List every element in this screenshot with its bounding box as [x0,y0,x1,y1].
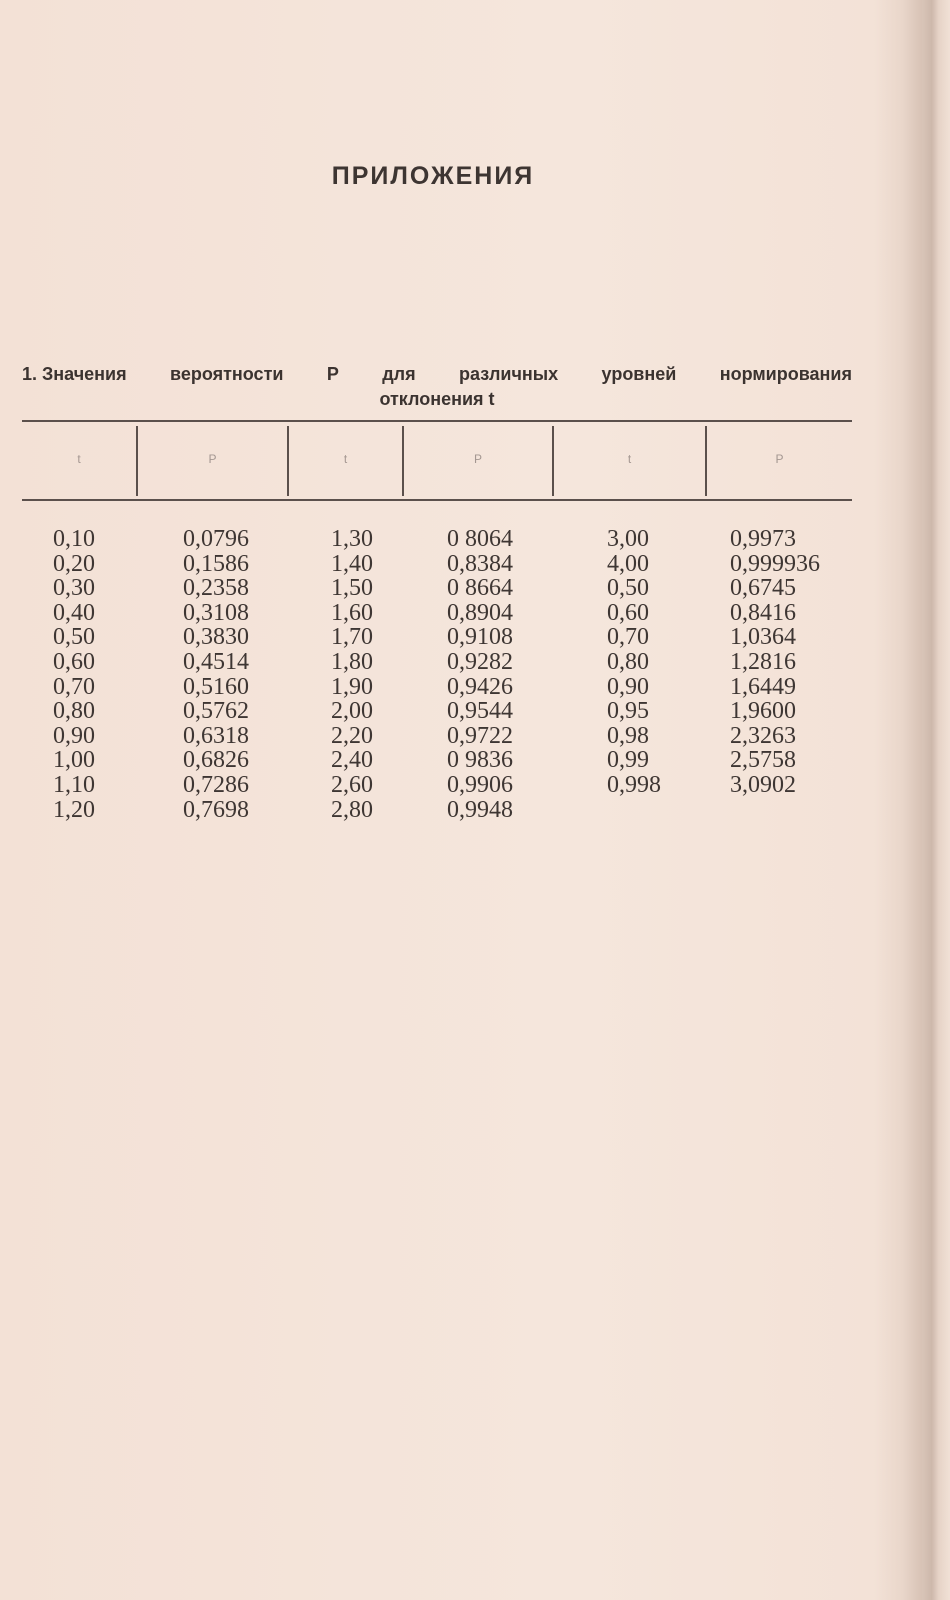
table-cell: 0,9722 [447,722,513,749]
table-cell: 0,4514 [183,648,249,675]
table-cell: 1,90 [331,673,373,700]
appendix-heading: ПРИЛОЖЕНИЯ [331,162,535,190]
table-cell: 1,20 [53,796,95,823]
table-cell: 2,80 [331,796,373,823]
caption-line-1 [22,362,852,387]
table-cell: 0 9836 [447,747,513,774]
table-top-rule [22,420,852,422]
page-edge [922,0,950,1600]
table-cell: 0,3830 [183,624,249,651]
table-cell: 0,80 [53,698,95,725]
header-p-3: P [775,452,784,466]
table-cell: 1,30 [331,526,373,552]
table-cell: 0,9906 [447,771,513,798]
table-cell: 0,998 [607,771,661,798]
table-cell: 2,40 [331,747,373,774]
caption-word: различных [459,364,559,384]
table-cell: 0,10 [53,526,95,552]
table-cell: 3,0902 [730,771,796,798]
table-cell: 0,30 [53,575,95,602]
column-p-3 [730,527,820,798]
table-cell: 0,7286 [183,771,249,798]
table-cell: 0,9544 [447,698,513,725]
table-cell: 1,0364 [730,624,796,651]
table-cell: 0 8064 [447,526,513,552]
table-cell: 0,9973 [730,526,796,552]
table-cell: 0,98 [607,722,649,749]
table-cell: 0,50 [607,575,649,602]
table-cell: 2,20 [331,722,373,749]
table-cell: 0,999936 [730,550,820,577]
table-cell: 0,1586 [183,550,249,577]
column-t-1 [53,527,95,822]
column-t-2 [331,527,373,822]
header-t-1: t [77,452,81,466]
table-cell: 2,5758 [730,747,796,774]
caption-word: уровней [601,364,677,384]
table-cell: 1,9600 [730,698,796,725]
table-cell: 0,50 [53,624,95,651]
caption-word: нормирования [719,364,852,384]
table-cell: 4,00 [607,550,649,577]
table-caption [22,362,852,412]
table-cell: 0,80 [607,648,649,675]
table-header-rule [22,499,852,501]
table-cell: 0,60 [607,599,649,626]
table-cell: 0,5160 [183,673,249,700]
table-cell: 0,20 [53,550,95,577]
table-cell: 1,80 [331,648,373,675]
header-t-2: t [343,452,348,466]
table-cell: 0,90 [607,673,649,700]
table-cell: 0,9426 [447,673,513,700]
table-cell: 1,40 [331,550,373,577]
table-cell: 0,90 [53,722,95,749]
table-cell: 0,5762 [183,698,249,725]
caption-word: вероятности [170,364,284,384]
table-cell: 1,6449 [730,673,796,700]
table-cell: 0,0796 [183,526,249,552]
table-cell: 1,00 [53,747,95,774]
column-p-1 [183,527,249,822]
column-t-3 [607,527,661,798]
table-cell: 0,70 [53,673,95,700]
table-cell: 0,9282 [447,648,513,675]
table-cell: 2,00 [331,698,373,725]
table-cell: 1,50 [331,575,373,602]
header-p-1: P [208,452,217,466]
caption-word: P [326,364,339,384]
table-cell: 0,9108 [447,624,513,651]
table-cell: 0,40 [53,599,95,626]
table-cell: 0,8416 [730,599,796,626]
table-cell: 0,9948 [447,796,513,823]
table-cell: 0,6826 [183,747,249,774]
table-cell: 2,3263 [730,722,796,749]
header-t-3: t [627,452,632,466]
table-cell: 0,70 [607,624,649,651]
column-p-2 [447,527,513,822]
table-cell: 1,2816 [730,648,796,675]
table-cell: 0,2358 [183,575,249,602]
table-cell: 3,00 [607,526,649,552]
table-cell: 0,6318 [183,722,249,749]
header-p-2: P [473,452,482,466]
table-cell: 0 8664 [447,575,513,602]
caption-word: для [382,364,416,384]
table-cell: 0,60 [53,648,95,675]
caption-word: 1. Значения [22,364,127,384]
table-cell: 1,70 [331,624,373,651]
table-cell: 2,60 [331,771,373,798]
caption-line-2: отклонения t [379,389,495,409]
table-cell: 0,8384 [447,550,513,577]
table-cell: 1,60 [331,599,373,626]
table-cell: 0,95 [607,698,649,725]
table-cell: 0,8904 [447,599,513,626]
table-cell: 0,99 [607,747,649,774]
table-cell: 0,6745 [730,575,796,602]
table-cell: 0,7698 [183,796,249,823]
table-cell: 0,3108 [183,599,249,626]
table-cell: 1,10 [53,771,95,798]
